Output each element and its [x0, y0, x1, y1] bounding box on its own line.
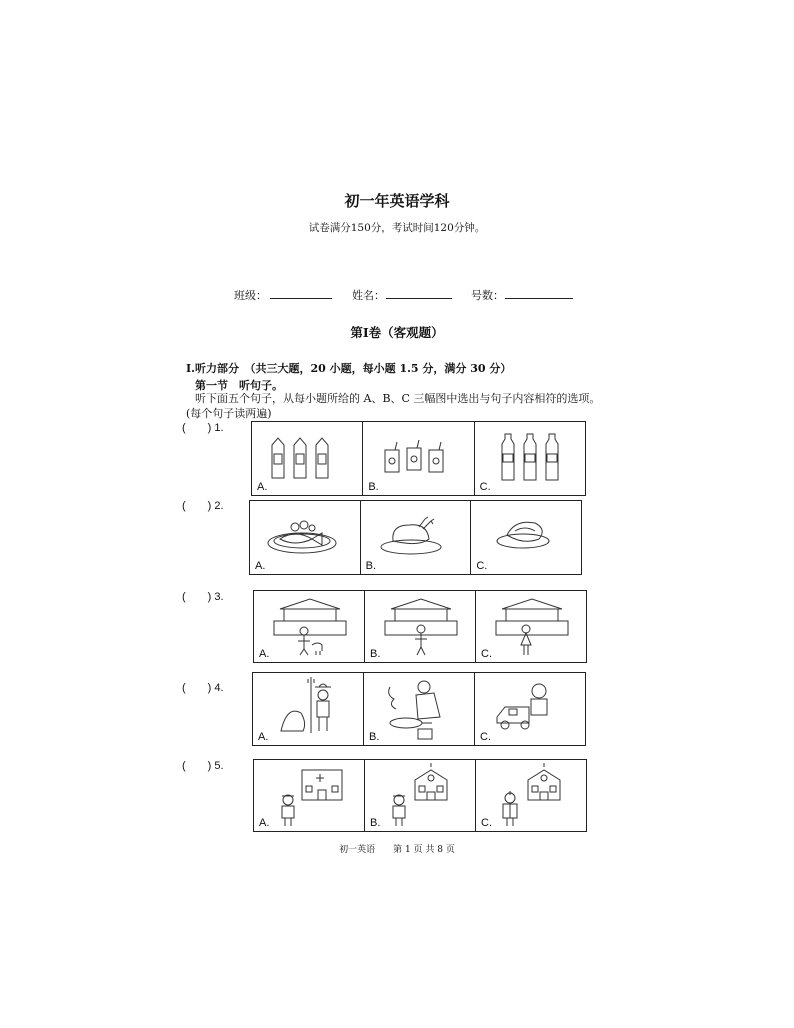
option-a[interactable] [250, 501, 361, 574]
option-a[interactable] [253, 673, 364, 745]
option-a[interactable] [254, 591, 365, 662]
option-c[interactable] [475, 422, 585, 495]
school-doctor-icon [476, 760, 586, 831]
option-c[interactable] [471, 501, 581, 574]
hospital-police-icon [254, 760, 364, 831]
option-b[interactable] [363, 422, 474, 495]
page-title: 初一年英语学科 [344, 192, 450, 210]
option-c[interactable] [476, 591, 586, 662]
answer-bracket[interactable]: ( ) [182, 591, 212, 603]
roast-chicken-icon [361, 501, 471, 574]
question-1-options [251, 421, 586, 496]
option-label: B. [370, 648, 381, 660]
option-label: A. [255, 560, 266, 572]
answer-bracket[interactable]: ( ) [182, 682, 212, 694]
tiananmen-girl-icon [476, 591, 586, 662]
tiananmen-girl-dog-icon [254, 591, 364, 662]
option-label: C. [476, 560, 488, 572]
farmer-icon [253, 673, 363, 745]
class-label: 班级： [234, 289, 267, 302]
meat-dish-icon [471, 501, 581, 574]
answer-bracket[interactable]: ( ) [182, 760, 212, 772]
cook-icon [364, 673, 474, 745]
answer-bracket[interactable]: ( ) [182, 500, 212, 512]
question-5-options [253, 759, 587, 832]
question-1-number: ( ) 1. [182, 422, 224, 434]
option-label: B. [370, 817, 381, 829]
question-2-options [249, 500, 582, 575]
name-blank[interactable] [386, 298, 452, 299]
section-title: 第Ⅰ卷（客观题） [350, 325, 444, 340]
subsection-title: 第一节 听句子。 [195, 379, 283, 392]
page-footer: 初一英语 第 1 页 共 8 页 [339, 845, 455, 855]
option-b[interactable] [364, 673, 475, 745]
question-4-number: ( ) 4. [182, 682, 224, 694]
number-blank[interactable] [505, 298, 573, 299]
option-label: A. [258, 731, 269, 743]
number-field [471, 287, 504, 303]
option-a[interactable] [252, 422, 363, 495]
option-label: A. [259, 648, 270, 660]
option-b[interactable] [361, 501, 472, 574]
question-4-options [252, 672, 586, 746]
instruction-line-1: 听下面五个句子，从每小题所给的 A、B、C 三幅图中选出与句子内容相符的选项。 [195, 392, 601, 405]
milk-cartons-icon [252, 422, 362, 495]
question-3-number: ( ) 3. [182, 591, 224, 603]
juice-boxes-icon [363, 422, 473, 495]
name-field [352, 287, 385, 303]
option-label: C. [479, 481, 491, 493]
exam-subtitle: 试卷满分150分，考试时间120分钟。 [308, 222, 486, 234]
option-label: B. [369, 731, 380, 743]
class-blank[interactable] [270, 298, 332, 299]
driver-icon [475, 673, 585, 745]
fish-dish-icon [250, 501, 360, 574]
water-bottles-icon [475, 422, 585, 495]
option-label: C. [480, 731, 491, 743]
option-a[interactable] [254, 760, 365, 831]
option-b[interactable] [365, 760, 476, 831]
question-3-options [253, 590, 587, 663]
option-c[interactable] [475, 673, 585, 745]
option-label: C. [481, 648, 492, 660]
question-5-number: ( ) 5. [182, 760, 224, 772]
tiananmen-boy-icon [365, 591, 475, 662]
question-2-number: ( ) 2. [182, 500, 224, 512]
option-label: B. [368, 481, 379, 493]
school-police-icon [365, 760, 475, 831]
part-title: Ⅰ.听力部分 （共三大题，20 小题，每小题 1.5 分，满分 30 分） [186, 362, 512, 375]
number-label: 号数： [471, 289, 504, 302]
option-label: A. [259, 817, 270, 829]
option-label: A. [257, 481, 268, 493]
option-label: C. [481, 817, 492, 829]
option-b[interactable] [365, 591, 476, 662]
option-c[interactable] [476, 760, 586, 831]
answer-bracket[interactable]: ( ) [182, 422, 212, 434]
name-label: 姓名： [352, 289, 385, 302]
class-field [234, 287, 267, 303]
instruction-line-2: (每个句子读两遍) [186, 407, 272, 420]
option-label: B. [365, 560, 377, 572]
